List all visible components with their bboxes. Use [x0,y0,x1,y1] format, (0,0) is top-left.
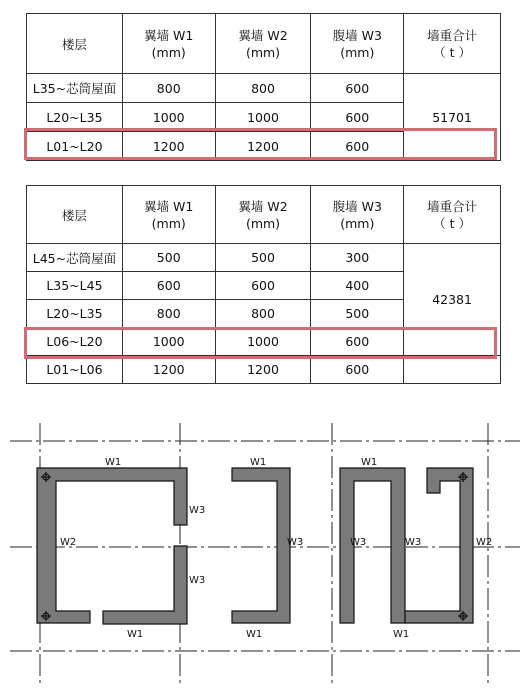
cell-floor: L20~L35 [27,103,123,132]
cell-floor: L20~L35 [27,300,123,328]
header-w1: 翼墙 W1 (mm) [122,186,215,244]
cell-w3: 600 [311,132,404,161]
label-w3: W3 [350,537,367,548]
cell-w2: 1200 [215,132,311,161]
cell-floor: L06~L20 [27,328,123,356]
cell-w3: 600 [311,103,404,132]
table-row [27,74,501,103]
label-w1: W1 [361,457,378,468]
highlight-box-row [24,128,497,160]
cell-total-weight: 42381 [404,244,501,356]
header-total-weight: 墙重合计 （ t ） [404,186,501,244]
header-w3: 腹墙 W3 (mm) [311,14,404,74]
cell-w1: 1200 [122,132,215,161]
label-w1: W1 [246,629,263,640]
label-w3: W3 [189,575,206,586]
cell-w2: 1000 [215,103,311,132]
cell-w3: 400 [311,272,404,300]
cell-floor: L01~L20 [27,132,123,161]
header-floor: 楼层 [27,14,123,74]
label-w1: W1 [127,629,144,640]
cell-w1: 500 [122,244,215,272]
header-w2: 翼墙 W2 (mm) [215,14,311,74]
label-w3: W3 [189,505,206,516]
label-w1: W1 [105,457,122,468]
cell-w1: 800 [122,74,215,103]
cell-w1: 1200 [122,356,215,384]
cell-total-weight: 51701 [404,74,501,161]
cell-total-empty [404,356,501,384]
cell-floor: L35~芯筒屋面 [27,74,123,103]
label-w2: W2 [60,537,77,548]
header-w2: 翼墙 W2 (mm) [215,186,311,244]
cell-w2: 600 [215,272,311,300]
core-wall-plan-diagram [0,405,529,688]
header-floor: 楼层 [27,186,123,244]
core-wall-middle [232,468,290,623]
table-row [27,244,501,272]
cell-w3: 300 [311,244,404,272]
header-w1: 翼墙 W1 (mm) [122,14,215,74]
cell-w3: 600 [311,74,404,103]
cell-floor: L01~L06 [27,356,123,384]
cell-w3: 600 [311,356,404,384]
table-header-row [27,186,501,244]
header-w3: 腹墙 W3 (mm) [311,186,404,244]
cell-w1: 1000 [122,103,215,132]
cell-w1: 800 [122,300,215,328]
table-header-row [27,14,501,74]
table-row [27,356,501,384]
label-w1: W1 [250,457,267,468]
cell-w2: 800 [215,300,311,328]
label-w3: W3 [287,537,304,548]
cell-w2: 500 [215,244,311,272]
highlight-box-row [24,327,497,359]
cell-w1: 600 [122,272,215,300]
cell-w2: 1000 [215,328,311,356]
label-w3: W3 [405,537,422,548]
cell-floor: L35~L45 [27,272,123,300]
header-total-weight: 墙重合计 （ t ） [404,14,501,74]
cell-w3: 600 [311,328,404,356]
cell-w2: 800 [215,74,311,103]
cell-floor: L45~芯筒屋面 [27,244,123,272]
label-w1: W1 [393,629,410,640]
cell-w3: 500 [311,300,404,328]
core-wall-left-lower [103,546,187,624]
cell-w1: 1000 [122,328,215,356]
label-w2: W2 [476,537,493,548]
cell-w2: 1200 [215,356,311,384]
